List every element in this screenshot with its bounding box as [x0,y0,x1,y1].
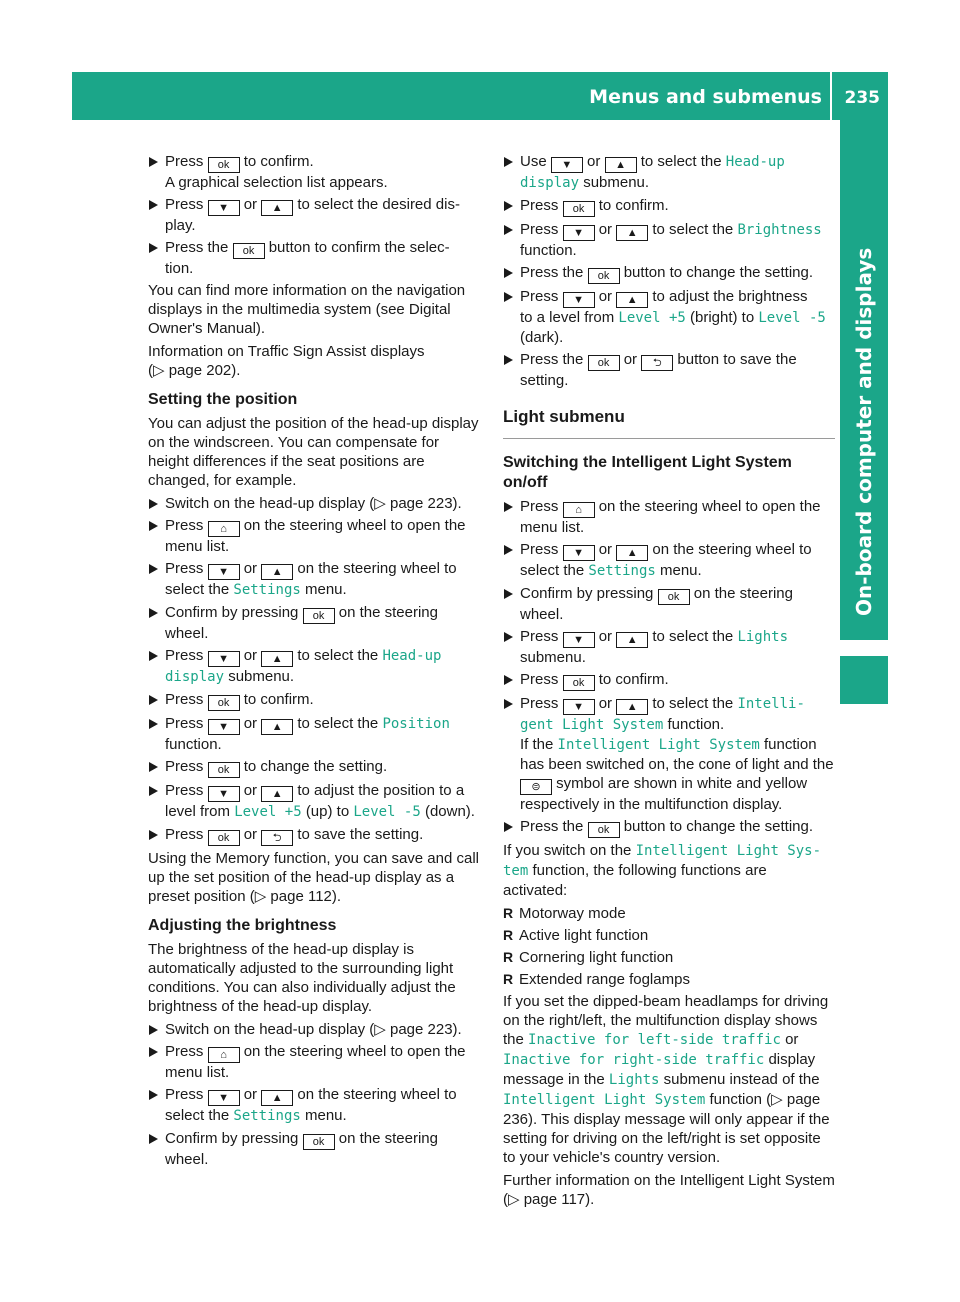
step-confirm: Press ok to confirm. A graphical selection list appears. [148,152,482,192]
ok-key-icon: ok [588,822,620,838]
section-title: Menus and submenus [589,86,822,108]
up-key-icon: ▲ [261,786,293,802]
ok-key-icon: ok [208,695,240,711]
down-key-icon: ▼ [563,292,595,308]
ok-key-icon: ok [208,830,240,846]
header-separator [830,72,832,120]
home-key-icon: ⌂ [208,1047,240,1063]
step: Confirm by pressing ok on the steering wheel. [503,584,835,624]
up-key-icon: ▲ [261,1090,293,1106]
ok-key-icon: ok [563,201,595,217]
paragraph: The brightness of the head-up display is automatically adjusted to the surrounding light conditions. You can also individually adjust the brightness of the head-up display. [148,941,456,1015]
down-key-icon: ▼ [563,545,595,561]
ok-key-icon: ok [588,268,620,284]
down-key-icon: ▼ [208,719,240,735]
step: Press the ok button to change the setting. [503,263,835,284]
step: Press ok to confirm. [503,196,835,217]
step: Press ▼ or ▲ to select the Brightness function. [503,220,835,260]
home-key-icon: ⌂ [563,502,595,518]
step: Press ▼ or ▲ on the steering wheel to select the Settings menu. [148,1085,482,1126]
list-item: R Extended range foglamps [503,970,835,989]
up-key-icon: ▲ [605,157,637,173]
step: Confirm by pressing ok on the steering wheel. [148,603,482,643]
down-key-icon: ▼ [563,699,595,715]
step: Press ▼ or ▲ to adjust the position to a level from Level +5 (up) to Level -5 (down). [148,781,482,822]
section-heading: Light submenu [503,407,625,426]
step: Press ▼ or ▲ to select the Head-up display submenu. [148,646,482,687]
paragraph: If you set the dipped-beam headlamps for driving on the right/left, the multifunction display shows the Inactive for left-side traffic or Inactive for right-side traffic display message in the Lights submenu instead of the Intelligent Light System function (▷ page 236). This display message will only appear if the setting for driving on the left/right is set opposite to your vehicle's country version. [503,993,830,1166]
step: Press ⌂ on the steering wheel to open the menu list. [148,1042,482,1082]
paragraph: Further information on the Intelligent Light System (▷ page 117). [503,1172,835,1208]
right-column [503,152,835,1213]
up-key-icon: ▲ [616,292,648,308]
up-key-icon: ▲ [261,719,293,735]
up-key-icon: ▲ [616,632,648,648]
down-key-icon: ▼ [551,157,583,173]
step: Press ▼ or ▲ on the steering wheel to select the Settings menu. [148,559,482,600]
header-bar [72,72,888,120]
ok-key-icon: ok [658,589,690,605]
step-select: Press ▼ or ▲ to select the desired dis- play. [148,195,482,235]
paragraph: If you switch on the Intelligent Light Sys‐ tem function, the following functions are activated: [503,842,822,899]
step: Press ok to change the setting. [148,757,482,778]
step-confirm-selection: Press the ok button to confirm the selec- tion. [148,238,482,278]
paragraph: You can adjust the position of the head-up display on the windscreen. You can compensate for height differences if the seat positions are changed, for example. [148,415,479,489]
down-key-icon: ▼ [563,632,595,648]
up-key-icon: ▲ [616,545,648,561]
step: Press ok to confirm. [148,690,482,711]
step: Press ▼ or ▲ to select the Position function. [148,714,482,754]
step: Switch on the head-up display (▷ page 223). [148,1020,482,1039]
step: Press ▼ or ▲ to adjust the brightness to a level from Level +5 (bright) to Level -5 (dark). [503,287,835,347]
left-column [148,152,482,1172]
step: Press the ok button to change the setting. [503,817,835,838]
ok-key-icon: ok [208,157,240,173]
subsection-heading: Switching the Intelligent Light System on/off [503,454,792,491]
ok-key-icon: ok [588,355,620,371]
step: Switch on the head-up display (▷ page 223). [148,494,482,513]
step: Press ⌂ on the steering wheel to open the menu list. [148,516,482,556]
list-item: R Motorway mode [503,904,835,923]
ok-key-icon: ok [233,243,265,259]
paragraph: You can find more information on the navigation displays in the multimedia system (see Digital Owner's Manual). [148,282,466,337]
paragraph: Using the Memory function, you can save and call up the set position of the head-up display as a preset position (▷ page 112). [148,850,480,905]
down-key-icon: ▼ [208,200,240,216]
ok-key-icon: ok [303,608,335,624]
chapter-marker [840,656,888,704]
up-key-icon: ▲ [261,651,293,667]
section-heading: Adjusting the brightness [148,917,337,934]
down-key-icon: ▼ [208,651,240,667]
list-item: R Active light function [503,926,835,945]
chapter-tab-label: On-board computer and displays [852,247,876,616]
ok-key-icon: ok [208,762,240,778]
paragraph: Information on Traffic Sign Assist displays (▷ page 202). [148,343,425,379]
step: Use ▼ or ▲ to select the Head-up display submenu. [503,152,835,193]
step: Press ok to confirm. [503,670,835,691]
down-key-icon: ▼ [563,225,595,241]
up-key-icon: ▲ [616,225,648,241]
divider [503,438,835,439]
down-key-icon: ▼ [208,1090,240,1106]
light-symbol-icon: ⊜ [520,779,552,795]
step: Press ⌂ on the steering wheel to open the menu list. [503,497,835,537]
step: Press ok or ⮌ to save the setting. [148,825,482,846]
ok-key-icon: ok [303,1134,335,1150]
ok-key-icon: ok [563,675,595,691]
step: Press ▼ or ▲ to select the Lights submenu. [503,627,835,667]
list-item: R Cornering light function [503,948,835,967]
section-heading: Setting the position [148,391,298,408]
back-key-icon: ⮌ [261,830,293,846]
up-key-icon: ▲ [261,200,293,216]
up-key-icon: ▲ [261,564,293,580]
down-key-icon: ▼ [208,564,240,580]
step: Press the ok or ⮌ button to save the setting. [503,350,835,390]
step: Confirm by pressing ok on the steering wheel. [148,1129,482,1169]
up-key-icon: ▲ [616,699,648,715]
step: Press ▼ or ▲ on the steering wheel to select the Settings menu. [503,540,835,581]
step: Press ▼ or ▲ to select the Intelli‐ gent Light System function. If the Intelligent Light System function has been switched on, the cone of light and the ⊜ symbol are shown in white and yellow respectively in the multifunction display. [503,694,835,814]
home-key-icon: ⌂ [208,521,240,537]
page-number: 235 [844,88,880,108]
down-key-icon: ▼ [208,786,240,802]
back-key-icon: ⮌ [641,355,673,371]
